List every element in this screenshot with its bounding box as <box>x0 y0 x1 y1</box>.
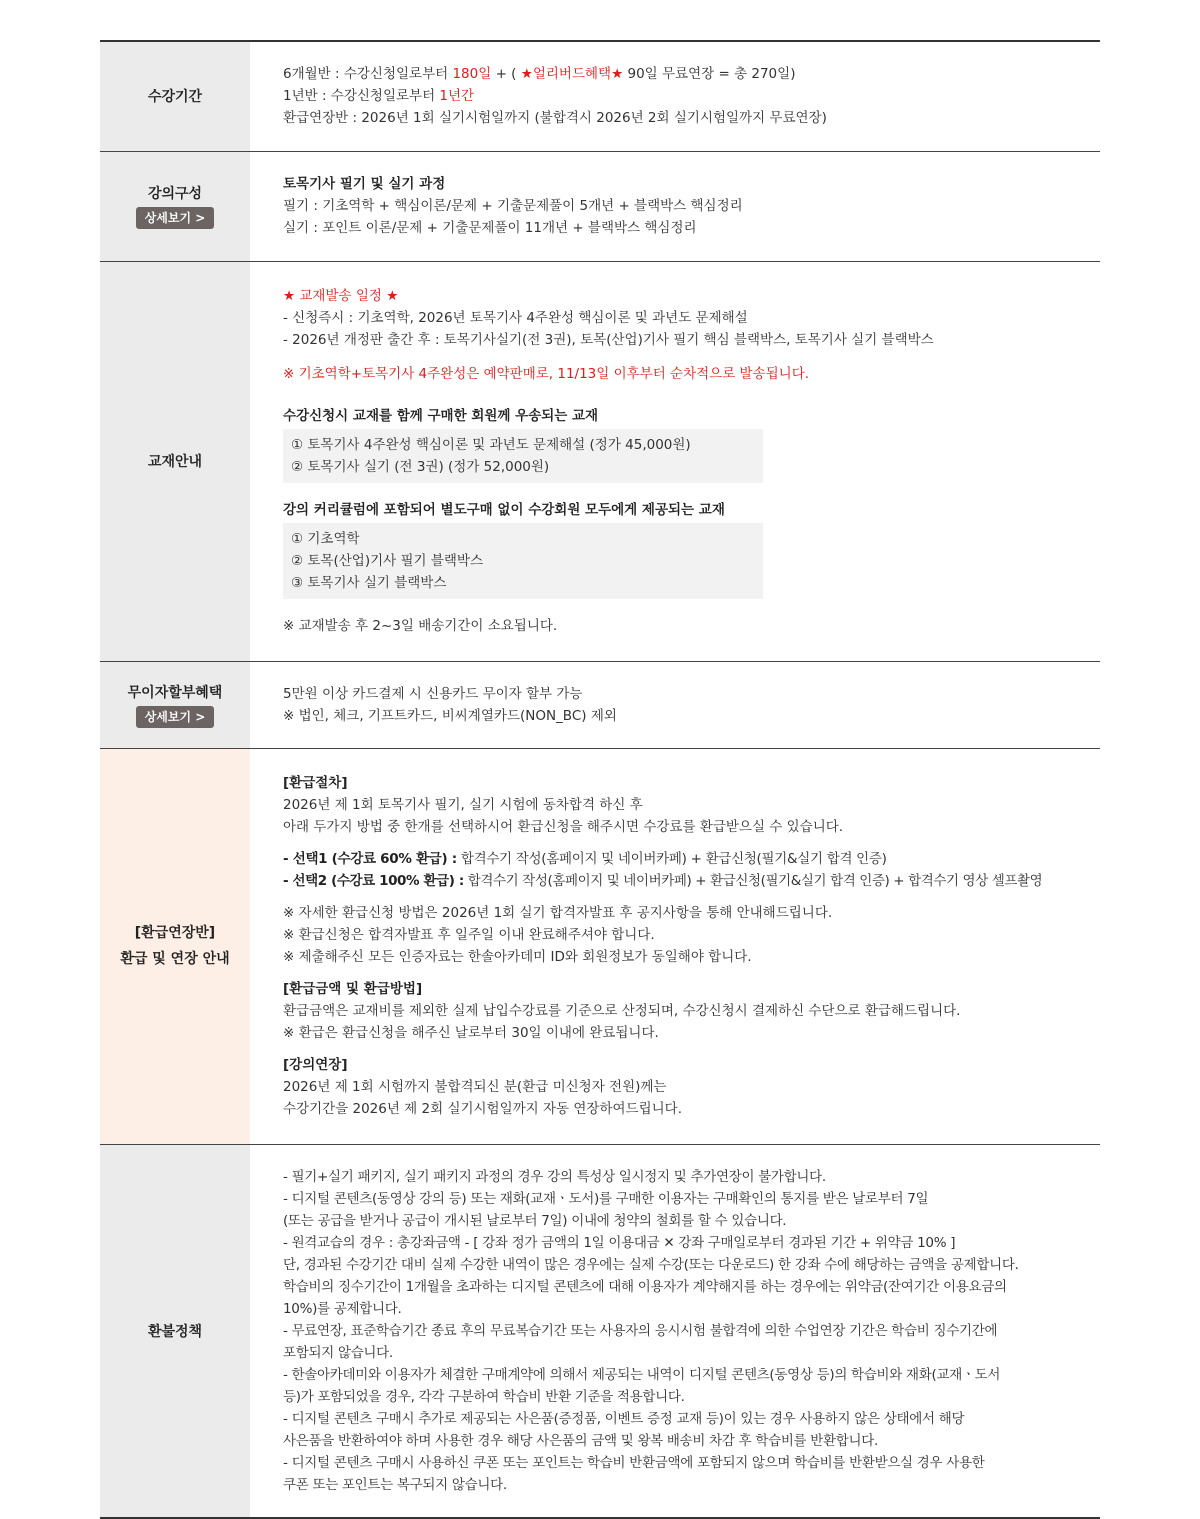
refund-option-1 <box>283 848 1100 870</box>
row-refund <box>100 748 1100 1144</box>
installment-content <box>250 661 1100 748</box>
composition-practical: 실기 : 포인트 이론/문제 + 기출문제풀이 11개년 + 블랙박스 핵심정리 <box>283 220 697 236</box>
row-label-period: 수강기간 <box>100 41 250 151</box>
list-item: ① 토목기사 4주완성 핵심이론 및 과년도 문제해설 (정가 45,000원) <box>291 437 691 453</box>
policy-line: 10%)를 공제합니다. <box>283 1300 402 1317</box>
row-label-installment <box>100 661 250 748</box>
period-text: 6개월반 : 수강신청일로부터 <box>283 66 453 83</box>
option-text: 합격수기 작성(홈페이지 및 네이버카페) + 환급신청(필기&실기 합격 인증) <box>456 851 887 867</box>
period-line-1year <box>283 85 1100 107</box>
policy-line: - 무료연장, 표준학습기간 종료 후의 무료복습기간 또는 사용자의 응시시험 불합격에 의한 수업연장 기간은 학습비 징수기간에 <box>283 1322 998 1339</box>
textbook-schedule-1: - 신청즉시 : 기초역학, 2026년 토목기사 4주완성 핵심이론 및 과년도 문제해설 <box>283 310 748 326</box>
composition-written: 필기 : 기초역학 + 핵심이론/문제 + 기출문제풀이 5개년 + 블랙박스 핵심정리 <box>283 198 743 214</box>
row-policy <box>100 1144 1100 1518</box>
row-period <box>100 41 1100 151</box>
course-info-table <box>100 40 1100 1519</box>
refund-proc-title: [환급절차] <box>283 775 348 791</box>
policy-line: 쿠폰 또는 포인트는 복구되지 않습니다. <box>283 1476 507 1493</box>
policy-line: - 디지털 콘텐츠(동영상 강의 등) 또는 재화(교재ㆍ도서)를 구매한 이용자는 구매확인의 통지를 받은 날로부터 7일 <box>283 1190 929 1207</box>
period-1year: 1년간 <box>439 88 475 105</box>
policy-content <box>250 1144 1100 1518</box>
row-label-refund <box>100 748 250 1144</box>
period-text: 1년반 : 수강신청일로부터 <box>283 88 440 105</box>
refund-amount-2: ※ 환급은 환급신청을 해주신 날로부터 30일 이내에 완료됩니다. <box>283 1025 659 1041</box>
refund-amount-title: [환급금액 및 환급방법] <box>283 981 423 997</box>
list-item: ② 토목기사 실기 (전 3권) (정가 52,000원) <box>291 459 550 475</box>
period-text: 90일 무료연장 = 총 270일) <box>623 66 796 83</box>
textbook-shipped-box <box>283 429 763 483</box>
refund-note-1: ※ 자세한 환급신청 방법은 2026년 1회 실기 합격자발표 후 공지사항을 통해 안내해드립니다. <box>283 905 833 921</box>
row-installment <box>100 661 1100 748</box>
list-item: ③ 토목기사 실기 블랙박스 <box>291 575 447 591</box>
textbook-schedule-2: - 2026년 개정판 출간 후 : 토목기사실기(전 3권), 토목(산업)기사 필기 핵심 블랙박스, 토목기사 실기 블랙박스 <box>283 332 934 348</box>
refund-label-2: 환급 및 연장 안내 <box>120 951 230 967</box>
textbook-shipped-title: 수강신청시 교재를 함께 구매한 회원께 우송되는 교재 <box>283 408 599 424</box>
refund-option-2 <box>283 870 1100 892</box>
textbook-schedule-title: ★ 교재발송 일정 ★ <box>283 288 399 304</box>
row-label-policy: 환불정책 <box>100 1144 250 1518</box>
composition-content <box>250 151 1100 261</box>
period-line-refund: 환급연장반 : 2026년 1회 실기시험일까지 (불합격시 2026년 2회 실기시험일까지 무료연장) <box>283 110 827 127</box>
policy-line: 등)가 포함되었을 경우, 각각 구분하여 학습비 반환 기준을 적용합니다. <box>283 1388 685 1405</box>
refund-proc-1: 2026년 제 1회 토목기사 필기, 실기 시험에 동차합격 하신 후 <box>283 797 643 813</box>
row-composition <box>100 151 1100 261</box>
textbook-delivery-note: ※ 교재발송 후 2~3일 배송기간이 소요됩니다. <box>283 618 558 634</box>
installment-label: 무이자할부혜택 <box>127 684 223 701</box>
textbook-provided-title: 강의 커리큘럼에 포함되어 별도구매 없이 수강회원 모두에게 제공되는 교재 <box>283 502 725 518</box>
composition-label: 강의구성 <box>147 186 203 202</box>
refund-proc-2: 아래 두가지 방법 중 한개를 선택하시어 환급신청을 해주시면 수강료를 환급받으실 수 있습니다. <box>283 819 844 835</box>
refund-extension-title: [강의연장] <box>283 1057 348 1073</box>
composition-detail-button[interactable]: 상세보기 > <box>136 207 215 229</box>
textbook-provided-box <box>283 523 763 599</box>
refund-amount-1: 환급금액은 교재비를 제외한 실제 납입수강료를 기준으로 산정되며, 수강신청시 결제하신 수단으로 환급해드립니다. <box>283 1003 961 1019</box>
option-label: - 선택2 (수강료 100% 환급) : <box>283 873 464 889</box>
policy-line: 단, 경과된 수강기간 대비 실제 수강한 내역이 많은 경우에는 실제 수강(또는 다운로드) 한 강좌 수에 해당하는 금액을 공제합니다. <box>283 1256 1019 1273</box>
textbook-content <box>250 261 1100 661</box>
textbook-notice: ※ 기초역학+토목기사 4주완성은 예약판매로, 11/13일 이후부터 순차적으로 발송됩니다. <box>283 366 810 382</box>
installment-line-2: ※ 법인, 체크, 기프트카드, 비씨계열카드(NON_BC) 제외 <box>283 707 617 724</box>
option-label: - 선택1 (수강료 60% 환급) : <box>283 851 457 867</box>
period-line-6month <box>283 63 1100 85</box>
policy-line: (또는 공급을 받거나 공급이 개시된 날로부터 7일) 이내에 청약의 철회를 할 수 있습니다. <box>283 1212 787 1229</box>
installment-line-1: 5만원 이상 카드결제 시 신용카드 무이자 할부 가능 <box>283 685 583 702</box>
refund-note-2: ※ 환급신청은 합격자발표 후 일주일 이내 완료해주셔야 합니다. <box>283 927 655 943</box>
refund-note-3: ※ 제출해주신 모든 인증자료는 한솔아카데미 ID와 회원정보가 동일해야 합니다. <box>283 949 752 965</box>
policy-line: - 디지털 콘텐츠 구매시 사용하신 쿠폰 또는 포인트는 학습비 반환금액에 포함되지 않으며 학습비를 반환받으실 경우 사용한 <box>283 1454 985 1471</box>
policy-line: - 한솔아카데미와 이용자가 체결한 구매계약에 의해서 제공되는 내역이 디지털 콘텐츠(동영상 등)의 학습비와 재화(교재ㆍ도서 <box>283 1366 1001 1383</box>
policy-line: 사은품을 반환하여야 하며 사용한 경우 해당 사은품의 금액 및 왕복 배송비 차감 후 학습비를 반환합니다. <box>283 1432 878 1449</box>
list-item: ② 토목(산업)기사 필기 블랙박스 <box>291 553 484 569</box>
policy-line: 학습비의 징수기간이 1개월을 초과하는 디지털 콘텐츠에 대해 이용자가 계약해지를 하는 경우에는 위약금(잔여기간 이용요금의 <box>283 1278 1007 1295</box>
refund-label-1: [환급연장반] <box>134 925 216 941</box>
row-label-composition <box>100 151 250 261</box>
policy-line: - 원격교습의 경우 : 총강좌금액 - [ 강좌 정가 금액의 1일 이용대금 ✕ 강좌 구매일로부터 경과된 기간 + 위약금 10% ] <box>283 1234 956 1251</box>
refund-content <box>250 748 1100 1144</box>
refund-extension-2: 수강기간을 2026년 제 2회 실기시험일까지 자동 연장하여드립니다. <box>283 1101 683 1117</box>
list-item: ① 기초역학 <box>291 531 360 547</box>
composition-title: 토목기사 필기 및 실기 과정 <box>283 176 446 192</box>
installment-detail-button[interactable]: 상세보기 > <box>136 706 215 728</box>
period-text: + ( <box>491 66 521 83</box>
policy-line: 포함되지 않습니다. <box>283 1344 393 1361</box>
period-content <box>250 41 1100 151</box>
period-180days: 180일 <box>452 66 492 83</box>
row-textbook <box>100 261 1100 661</box>
policy-line: - 필기+실기 패키지, 실기 패키지 과정의 경우 강의 특성상 일시정지 및 추가연장이 불가합니다. <box>283 1168 826 1185</box>
policy-line: - 디지털 콘텐츠 구매시 추가로 제공되는 사은품(증정품, 이벤트 증정 교재 등)이 있는 경우 사용하지 않은 상태에서 해당 <box>283 1410 965 1427</box>
refund-extension-1: 2026년 제 1회 시험까지 불합격되신 분(환급 미신청자 전원)께는 <box>283 1079 667 1095</box>
option-text: 합격수기 작성(홈페이지 및 네이버카페) + 환급신청(필기&실기 합격 인증) + 합격수기 영상 셀프촬영 <box>463 873 1043 889</box>
early-bird-badge: ★얼리버드혜택★ <box>520 66 624 83</box>
row-label-textbook: 교재안내 <box>100 261 250 661</box>
